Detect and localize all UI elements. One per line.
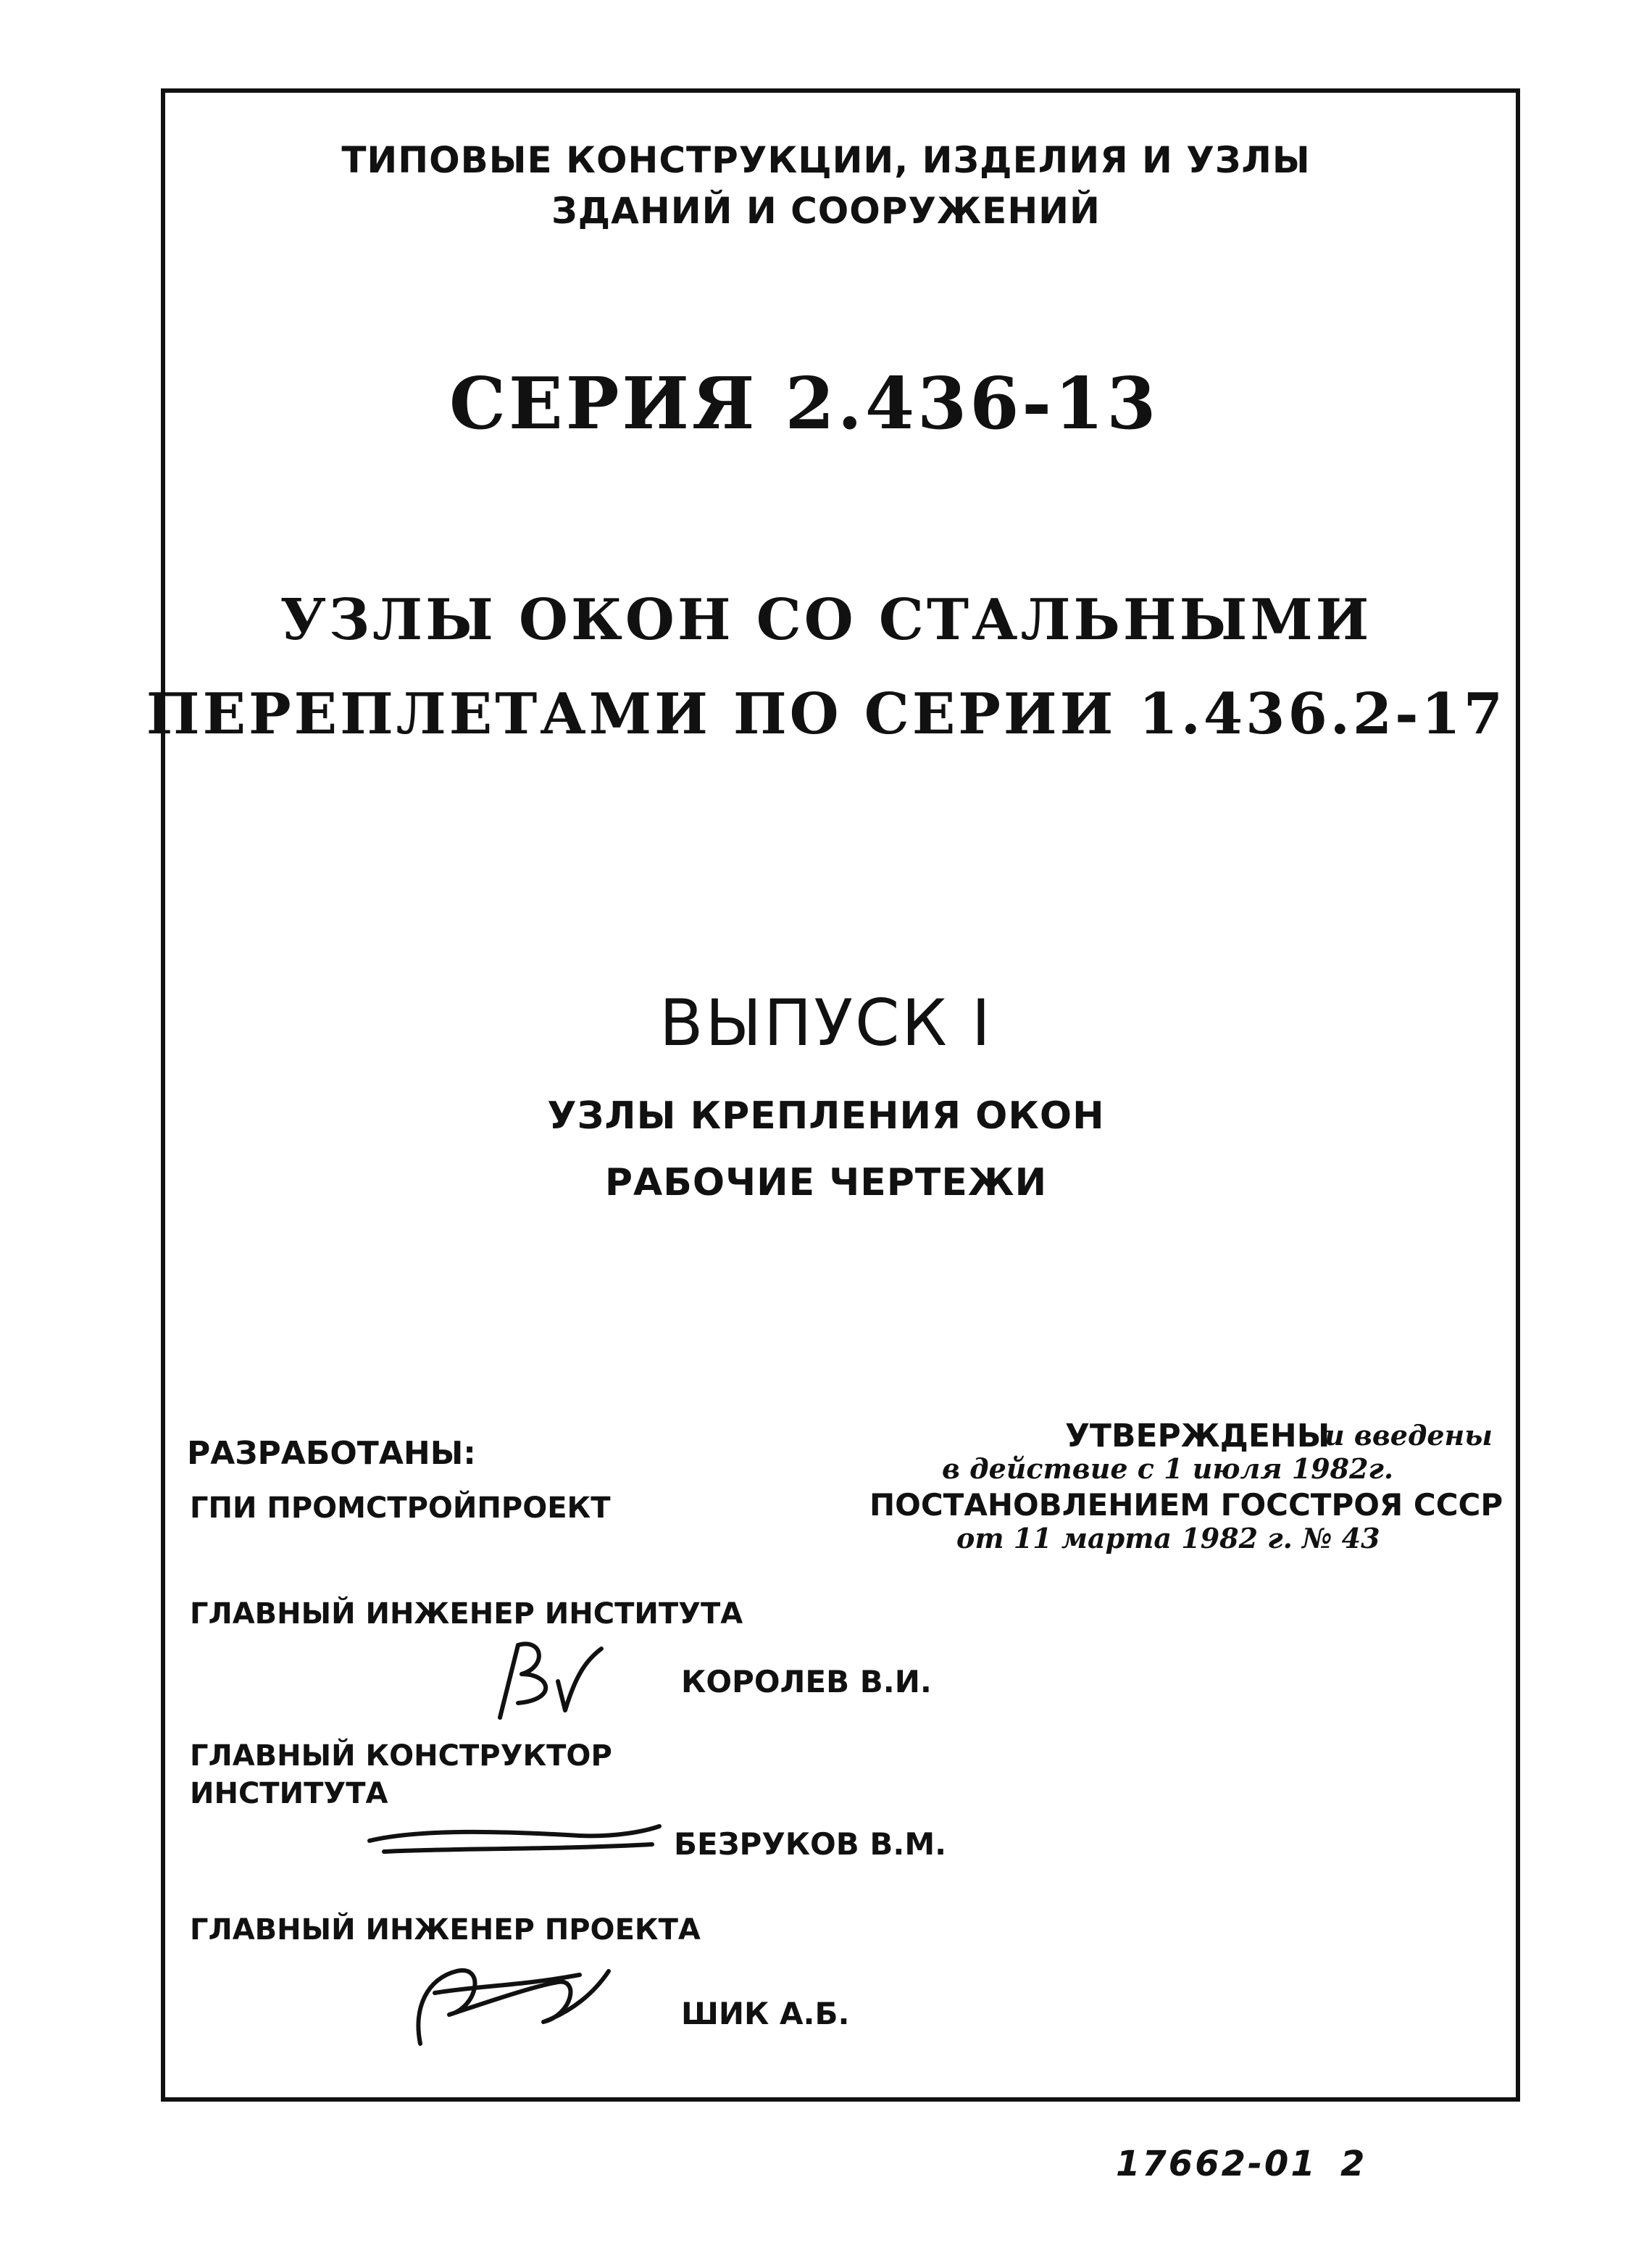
subject-line-1: УЗЛЫ ОКОН СО СТАЛЬНЫМИ [280,587,1372,653]
signature-shik [391,1942,623,2058]
signature-bezrukov [362,1815,667,1866]
series-title: СЕРИЯ 2.436-13 [449,362,1159,446]
issue-subtitle-1: УЗЛЫ КРЕПЛЕНИЯ ОКОН [547,1094,1105,1138]
signatory-1-name: КОРОЛЕВ В.И. [681,1664,932,1699]
subject-line-2: ПЕРЕПЛЕТАМИ ПО СЕРИИ 1.436.2-17 [146,681,1506,747]
approved-decree: ПОСТАНОВЛЕНИЕМ ГОССТРОЯ СССР [869,1487,1503,1523]
signatory-2-title-line-2: ИНСТИТУТА [190,1777,388,1810]
header-line-1: ТИПОВЫЕ КОНСТРУКЦИИ, ИЗДЕЛИЯ И УЗЛЫ [341,139,1311,181]
signatory-1-title: ГЛАВНЫЙ ИНЖЕНЕР ИНСТИТУТА [190,1597,743,1631]
developed-org: ГПИ ПРОМСТРОЙПРОЕКТ [190,1491,611,1525]
signatory-3-title: ГЛАВНЫЙ ИНЖЕНЕР ПРОЕКТА [190,1913,701,1947]
issue-subtitle-2: РАБОЧИЕ ЧЕРТЕЖИ [604,1161,1048,1204]
approved-handwritten-date: от 11 марта 1982 г. № 43 [956,1522,1380,1554]
approved-label: УТВЕРЖДЕНЫ [1065,1418,1330,1454]
developed-label: РАЗРАБОТАНЫ: [187,1435,476,1472]
approved-handwritten-line: в действие с 1 июля 1982г. [942,1452,1394,1485]
approved-handwritten-insert: и введены [1324,1419,1493,1452]
issue-title: ВЫПУСК I [659,986,993,1060]
signatory-3-name: ШИК А.Б. [681,1996,850,2031]
signature-korolev [478,1631,623,1732]
header-line-2: ЗДАНИЙ И СООРУЖЕНИЙ [551,190,1101,232]
signatory-2-title: ГЛАВНЫЙ КОНСТРУКТОР [190,1739,612,1773]
document-number: 17662-01 [1116,2144,1317,2184]
signatory-2-name: БЕЗРУКОВ В.М. [674,1826,947,1862]
page-number: 2 [1340,2144,1367,2184]
